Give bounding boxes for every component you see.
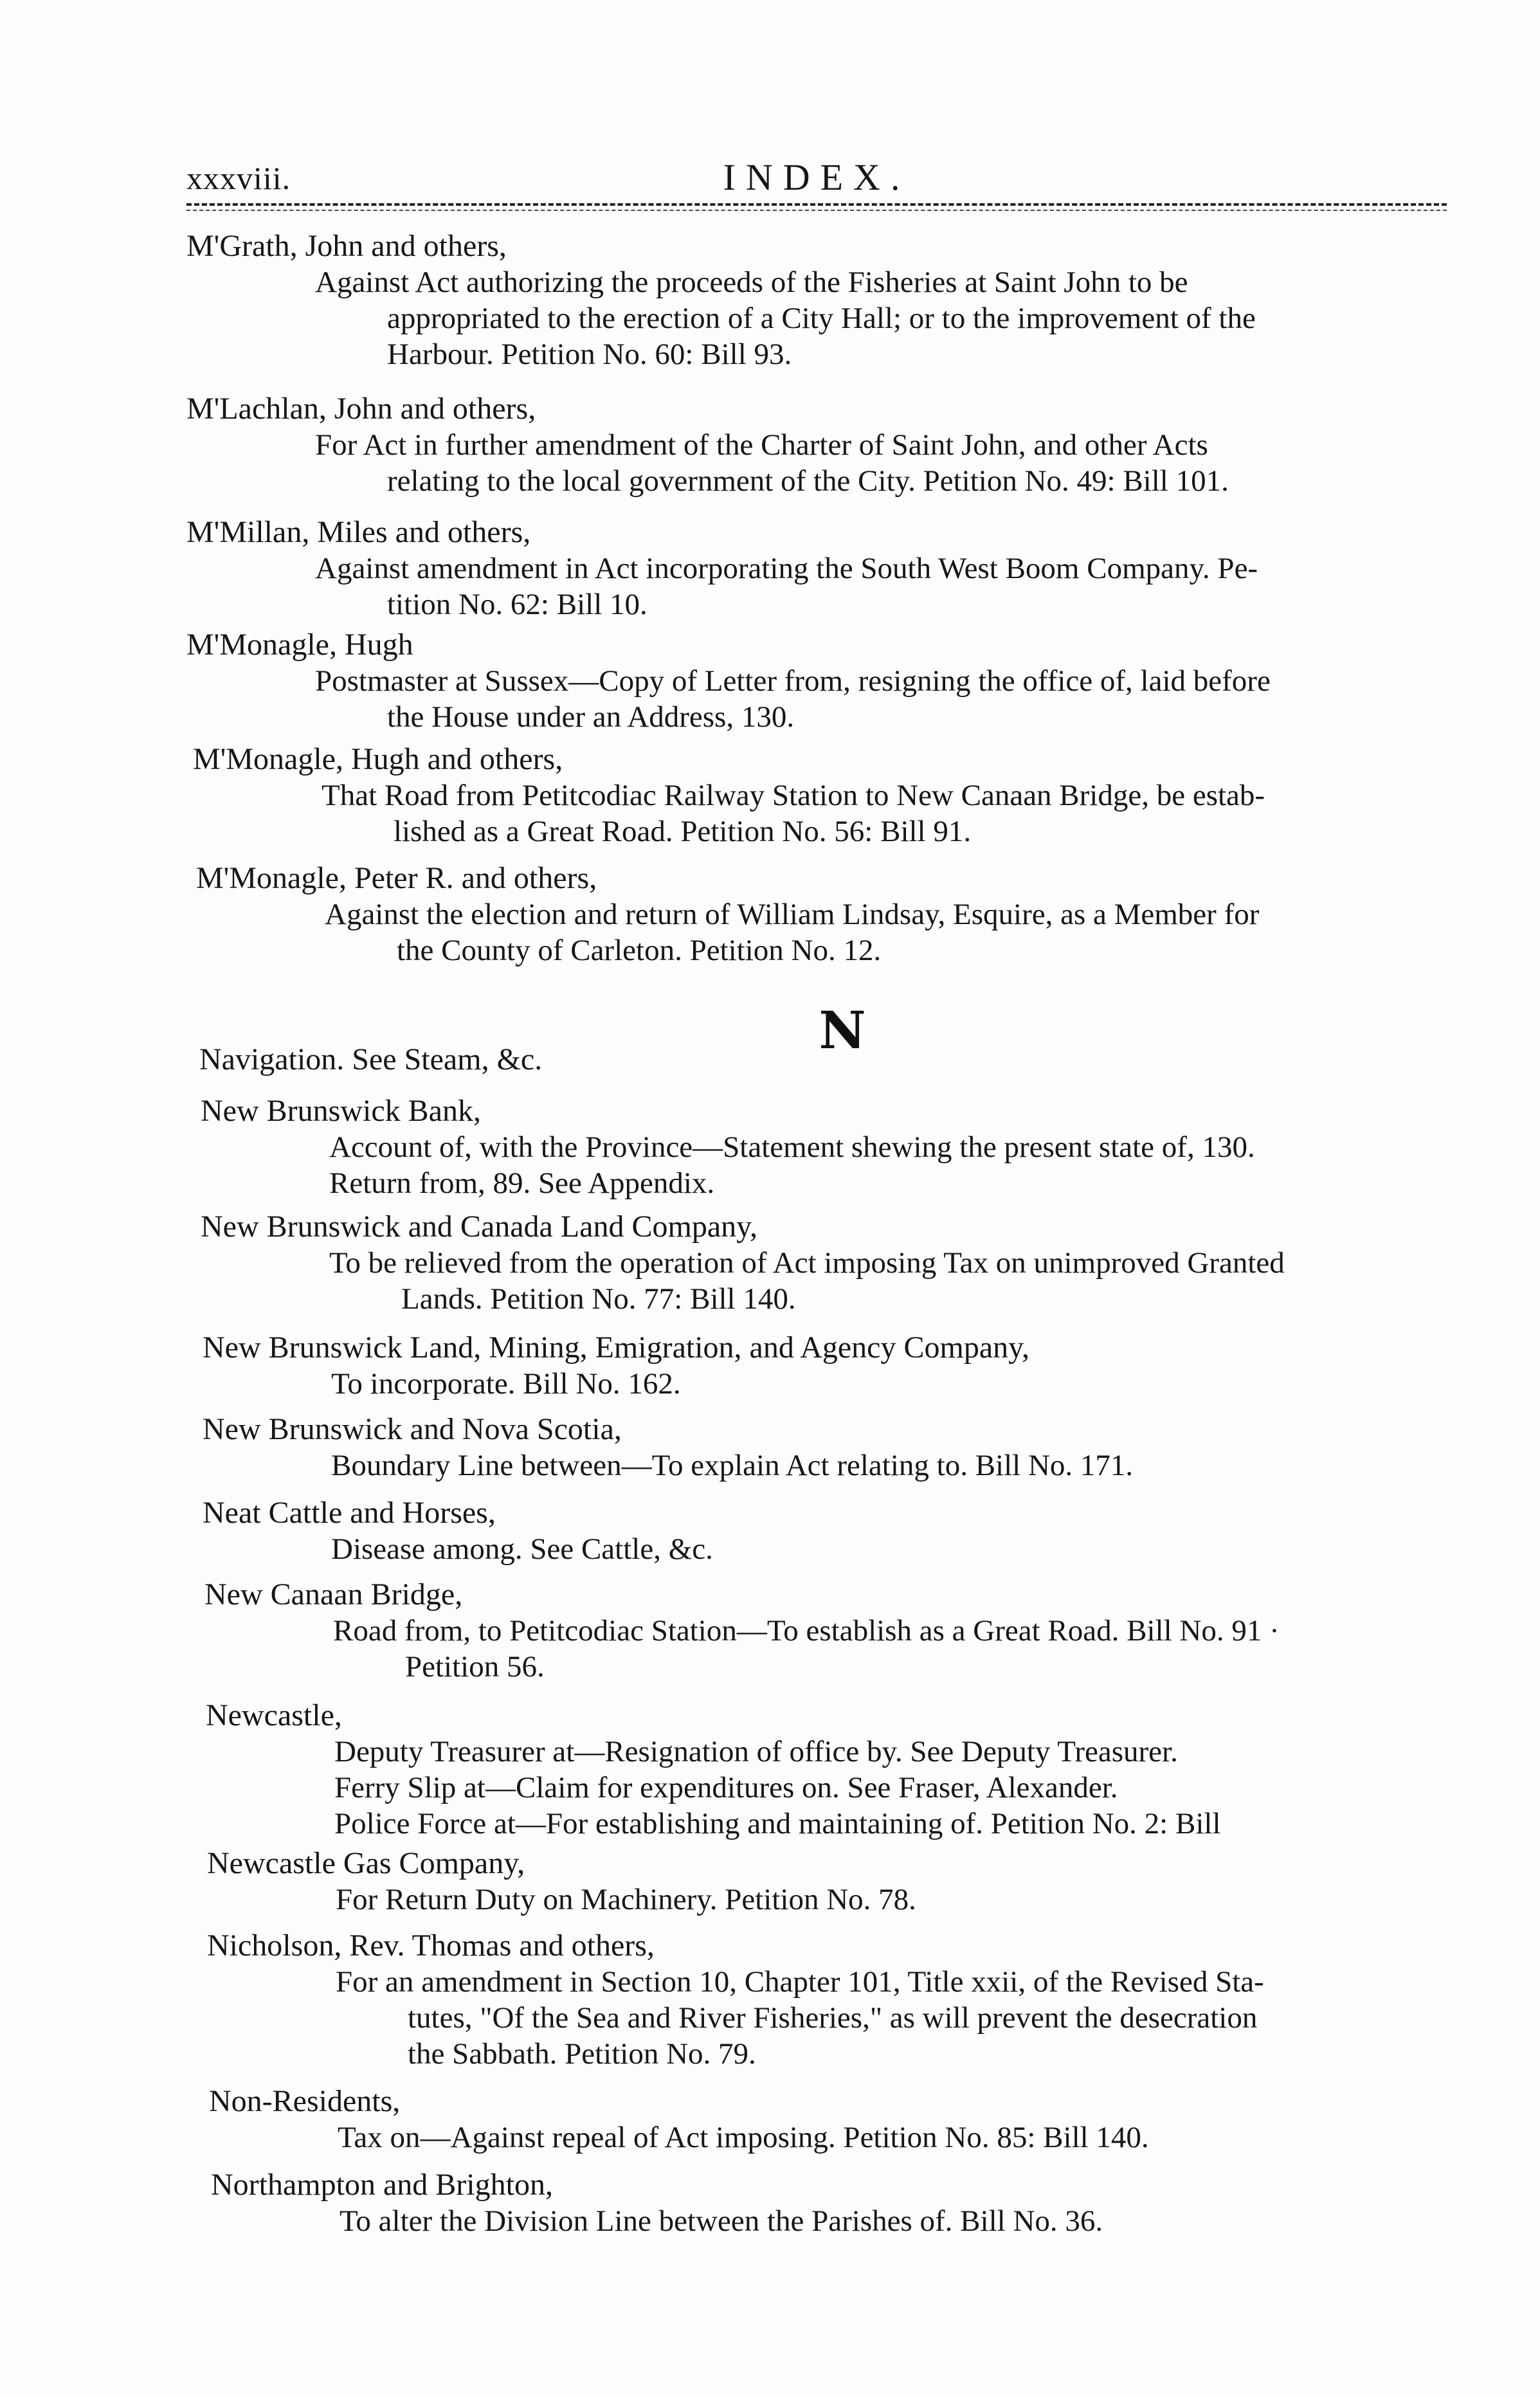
index-entry	[199, 1042, 542, 1078]
index-entry	[193, 741, 1265, 849]
entry-heading: Neat Cattle and Horses,	[203, 1496, 496, 1530]
entry-heading: Non-Residents,	[209, 2084, 401, 2118]
entry-line: Disease among. See Cattle, &c.	[331, 1532, 713, 1566]
entry-heading: Nicholson, Rev. Thomas and others,	[207, 1929, 655, 1963]
entry-heading: New Brunswick Bank,	[201, 1094, 481, 1128]
index-entry	[201, 1209, 1285, 1317]
entry-line: Ferry Slip at—Claim for expenditures on. See Fraser, Alexander.	[334, 1771, 1118, 1804]
index-entry	[207, 1846, 916, 1918]
index-entry	[209, 2083, 1149, 2155]
entry-heading: M'Monagle, Peter R. and others,	[196, 861, 597, 895]
index-entry	[204, 1577, 1280, 1685]
entry-line: the Sabbath. Petition No. 79.	[408, 2037, 756, 2071]
page-number: xxxviii.	[186, 160, 291, 196]
index-entry	[186, 391, 1229, 499]
entry-line: appropriated to the erection of a City Hall; or to the improvement of the	[387, 302, 1256, 335]
entry-line: Return from, 89. See Appendix.	[329, 1166, 715, 1200]
entry-line: To incorporate. Bill No. 162.	[331, 1367, 681, 1401]
entry-line: To be relieved from the operation of Act imposing Tax on unimproved Granted	[329, 1246, 1285, 1280]
index-entry	[186, 228, 1256, 372]
entry-line: Petition 56.	[405, 1650, 545, 1684]
entry-line: tutes, "Of the Sea and River Fisheries," as will prevent the desecration	[408, 2001, 1258, 2035]
entry-line: Postmaster at Sussex—Copy of Letter from, resigning the office of, laid before	[315, 664, 1271, 698]
entry-line: For an amendment in Section 10, Chapter 101, Title xxii, of the Revised Sta-	[336, 1965, 1264, 1999]
entry-heading: M'Monagle, Hugh and others,	[193, 742, 563, 776]
entry-line: That Road from Petitcodiac Railway Station to New Canaan Bridge, be estab-	[322, 779, 1265, 812]
entry-line: the House under an Address, 130.	[387, 700, 795, 734]
entry-heading: M'Grath, John and others,	[186, 229, 507, 263]
entry-heading: New Brunswick and Canada Land Company,	[201, 1210, 758, 1244]
entry-heading: New Canaan Bridge,	[204, 1577, 463, 1611]
entry-line: Deputy Treasurer at—Resignation of office by. See Deputy Treasurer.	[334, 1735, 1178, 1768]
entry-line: For Return Duty on Machinery. Petition No. 78.	[336, 1883, 916, 1916]
entry-line: Lands. Petition No. 77: Bill 140.	[401, 1282, 796, 1316]
entry-heading: New Brunswick Land, Mining, Emigration, and Agency Company,	[203, 1330, 1030, 1365]
entry-heading: M'Lachlan, John and others,	[186, 392, 536, 426]
entry-heading: M'Monagle, Hugh	[186, 628, 413, 662]
entry-line: Against the election and return of William Lindsay, Esquire, as a Member for	[325, 898, 1260, 931]
index-entry	[186, 514, 1258, 622]
entry-heading: Newcastle,	[206, 1698, 342, 1732]
index-entry	[211, 2167, 1103, 2239]
index-entry	[203, 1495, 713, 1567]
entry-line: Account of, with the Province—Statement shewing the present state of, 130.	[329, 1130, 1255, 1164]
index-entry	[196, 860, 1259, 968]
index-entry	[206, 1698, 1221, 1842]
entry-line: the County of Carleton. Petition No. 12.	[397, 934, 882, 967]
entry-heading: New Brunswick and Nova Scotia,	[203, 1412, 622, 1446]
entry-line: Road from, to Petitcodiac Station—To establish as a Great Road. Bill No. 91 ·	[333, 1614, 1280, 1647]
index-entry	[207, 1928, 1264, 2072]
header-rule-thin	[186, 210, 1447, 211]
entry-line: For Act in further amendment of the Charter of Saint John, and other Acts	[315, 428, 1208, 462]
index-entry	[186, 627, 1271, 735]
entry-heading: M'Millan, Miles and others,	[186, 515, 531, 549]
entry-heading: Newcastle Gas Company,	[207, 1846, 525, 1880]
entry-line: Boundary Line between—To explain Act relating to. Bill No. 171.	[331, 1449, 1134, 1482]
entry-line: Tax on—Against repeal of Act imposing. Petition No. 85: Bill 140.	[338, 2121, 1149, 2154]
entry-line: Harbour. Petition No. 60: Bill 93.	[387, 338, 792, 371]
running-title: INDEX.	[723, 156, 910, 198]
section-letter: N	[819, 1000, 866, 1060]
index-entry	[201, 1093, 1255, 1201]
entry-line: To alter the Division Line between the Parishes of. Bill No. 36.	[340, 2204, 1103, 2238]
entry-line: lished as a Great Road. Petition No. 56: Bill 91.	[394, 815, 972, 848]
entry-line: tition No. 62: Bill 10.	[387, 588, 648, 621]
index-entry	[203, 1411, 1133, 1484]
header-rule	[186, 203, 1447, 206]
entry-heading: Northampton and Brighton,	[211, 2168, 553, 2202]
index-entry	[203, 1330, 1029, 1402]
entry-heading: Navigation. See Steam, &c.	[199, 1042, 543, 1076]
entry-line: Against amendment in Act incorporating the South West Boom Company. Pe-	[315, 552, 1258, 585]
entry-line: Police Force at—For establishing and maintaining of. Petition No. 2: Bill	[334, 1807, 1221, 1840]
entry-line: Against Act authorizing the proceeds of the Fisheries at Saint John to be	[315, 266, 1188, 299]
entry-line: relating to the local government of the City. Petition No. 49: Bill 101.	[387, 464, 1229, 498]
